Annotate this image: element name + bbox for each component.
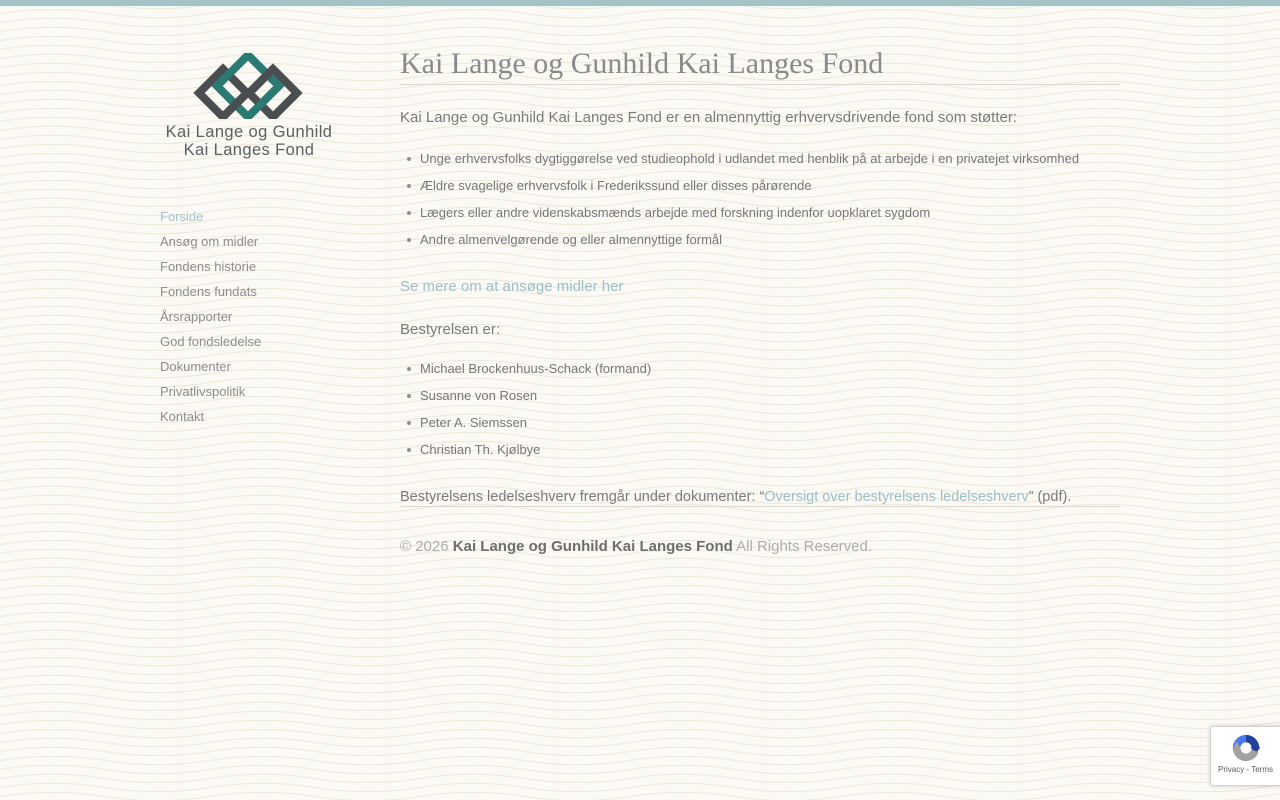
board-list [400, 361, 1120, 458]
docs-paragraph [400, 488, 1120, 506]
support-list-item: Andre almenvelgørende og eller almennyttige formål [400, 232, 1120, 248]
docs-text-before: Bestyrelsens ledelseshverv fremgår under dokumenter: “ [400, 489, 765, 505]
sidebar-nav-item[interactable]: Forside [160, 209, 204, 224]
docs-pdf-link[interactable]: Oversigt over bestyrelsens ledelseshverv [764, 489, 1029, 505]
top-accent-bar [0, 0, 1280, 6]
sidebar-nav-item[interactable]: Årsrapporter [160, 309, 233, 324]
site-logo[interactable] [160, 53, 338, 159]
sidebar-nav-item[interactable]: Fondens historie [160, 259, 257, 274]
page-container [160, 6, 1120, 766]
docs-text-after: ” (pdf). [1028, 489, 1072, 505]
copyright-site-name: Kai Lange og Gunhild Kai Langes Fond [452, 538, 733, 555]
apply-link[interactable]: Se mere om at ansøge midler her [400, 278, 624, 295]
logo-text-line1: Kai Lange og Gunhild [165, 123, 333, 141]
copyright-line [400, 537, 1120, 557]
support-list-item: Lægers eller andre videnskabsmænds arbejde med forskning indenfor uopklaret sygdom [400, 205, 1120, 221]
sidebar-nav-item[interactable]: God fondsledelse [160, 334, 262, 349]
sidebar-nav [160, 204, 400, 429]
logo-text-line2: Kai Langes Fond [183, 140, 315, 159]
board-heading: Bestyrelsen er: [400, 321, 501, 338]
apply-row [400, 278, 1120, 296]
sidebar-nav-item[interactable]: Ansøg om midler [160, 234, 259, 249]
logo-text [160, 124, 338, 159]
page-title: Kai Lange og Gunhild Kai Langes Fond [400, 47, 884, 80]
copyright-rights: All Rights Reserved. [736, 538, 873, 555]
board-list-item: Michael Brockenhuus-Schack (formand) [400, 361, 1120, 377]
board-list-item: Susanne von Rosen [400, 388, 1120, 404]
main-content [400, 6, 1120, 597]
sidebar [160, 53, 400, 429]
support-list-item: Unge erhvervsfolks dygtiggørelse ved studieophold i udlandet med henblik på at arbejde i en privatejet virksomhed [400, 151, 1120, 167]
recaptcha-badge[interactable] [1210, 726, 1280, 786]
board-list-item: Christian Th. Kjølbye [400, 442, 1120, 458]
recaptcha-privacy-terms-link[interactable]: Privacy - Terms [1218, 765, 1273, 774]
support-list [400, 151, 1120, 248]
intro-paragraph: Kai Lange og Gunhild Kai Langes Fond er en almennyttig erhvervsdrivende fond som støtter: [400, 109, 1018, 126]
copyright-prefix: © 2026 [400, 538, 449, 555]
interlocking-diamonds-icon [160, 53, 338, 119]
sidebar-nav-list [160, 204, 400, 429]
board-list-item: Peter A. Siemssen [400, 415, 1120, 431]
sidebar-nav-item[interactable]: Kontakt [160, 409, 205, 424]
sidebar-nav-item[interactable]: Fondens fundats [160, 284, 257, 299]
support-list-item: Ældre svagelige erhvervsfolk i Frederikssund eller disses pårørende [400, 178, 1120, 194]
recaptcha-icon [1230, 732, 1262, 764]
sidebar-nav-item[interactable]: Privatlivspolitik [160, 384, 246, 399]
sidebar-nav-item[interactable]: Dokumenter [160, 359, 231, 374]
title-divider [400, 84, 1120, 85]
footer-divider [400, 506, 1120, 507]
